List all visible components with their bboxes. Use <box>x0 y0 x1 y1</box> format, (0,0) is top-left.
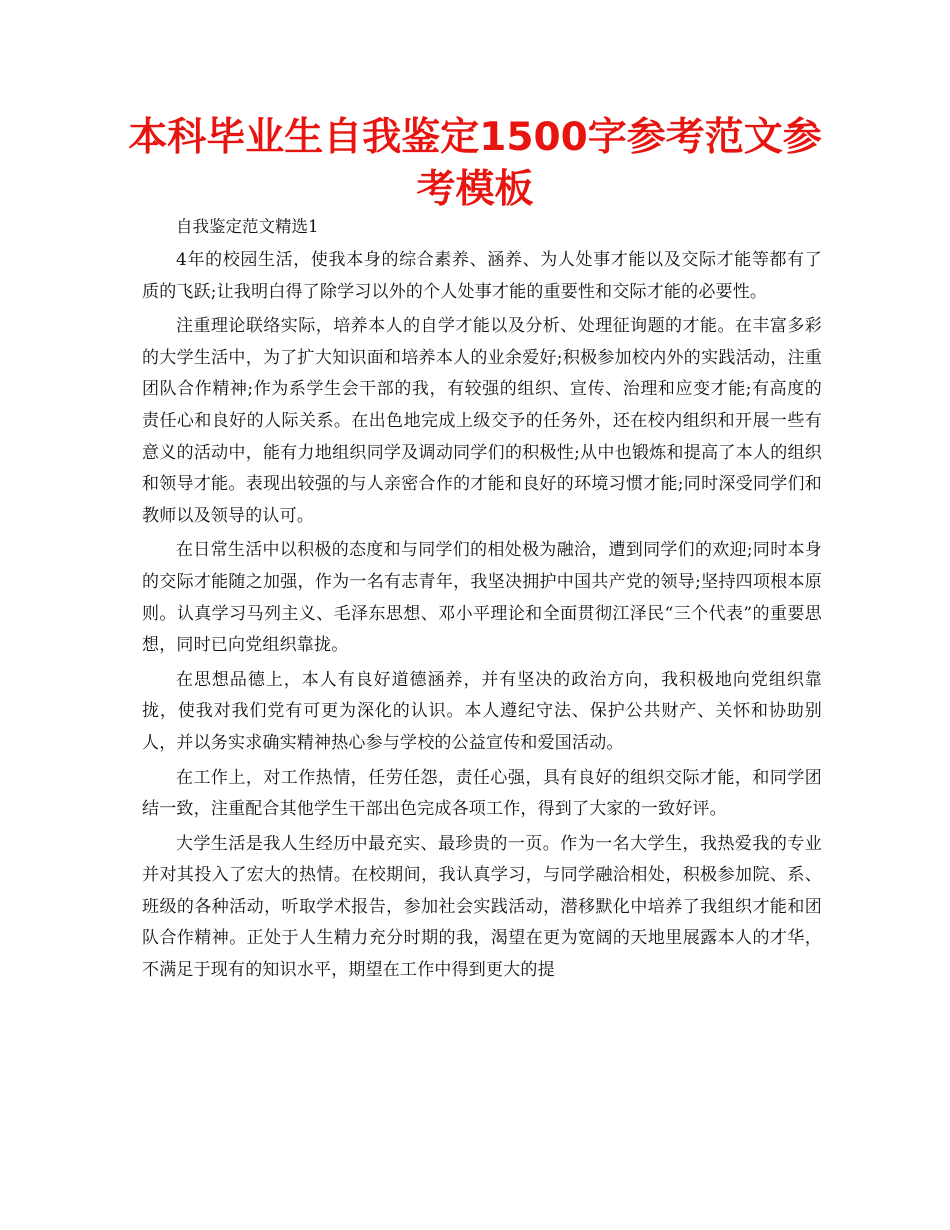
paragraph-3: 在日常生活中以积极的态度和与同学们的相处极为融洽，遭到同学们的欢迎;同时本身的交际才能随之加强，作为一名有志青年，我坚决拥护中国共产党的领导;坚持四项根本原则。认真学习马列主义、毛泽东思想、邓小平理论和全面贯彻江泽民“三个代表”的重要思想，同时已向党组织靠拢。 <box>142 540 822 656</box>
document-body <box>142 212 822 987</box>
paragraph-5: 在工作上，对工作热情，任劳任怨，责任心强，具有良好的组织交际才能，和同学团结一致，注重配合其他学生干部出色完成各项工作，得到了大家的一致好评。 <box>142 767 822 820</box>
page-title: 本科毕业生自我鉴定1500字参考范文参考模板 <box>128 115 822 212</box>
paragraph-4: 在思想品德上，本人有良好道德涵养，并有坚决的政治方向，我积极地向党组织靠拢，使我对我们党有可更为深化的认识。本人遵纪守法、保护公共财产、关怀和协助别人，并以务实求确实精神热心参与学校的公益宣传和爱国活动。 <box>142 669 822 753</box>
paragraph-1: 4年的校园生活，使我本身的综合素养、涵养、为人处事才能以及交际才能等都有了质的飞跃;让我明白得了除学习以外的个人处事才能的重要性和交际才能的必要性。 <box>142 250 822 302</box>
section-label: 自我鉴定范文精选1 <box>176 217 319 236</box>
paragraph-2: 注重理论联络实际，培养本人的自学才能以及分析、处理征询题的才能。在丰富多彩的大学生活中，为了扩大知识面和培养本人的业余爱好;积极参加校内外的实践活动，注重团队合作精神;作为系学生会干部的我，有较强的组织、宣传、治理和应变才能;有高度的责任心和良好的人际关系。在出色地完成上级交予的任务外，还在校内组织和开展一些有意义的活动中，能有力地组织同学及调动同学们的积极性;从中也锻炼和提高了本人的组织和领导才能。表现出较强的与人亲密合作的才能和良好的环境习惯才能;同时深受同学们和教师以及领导的认可。 <box>142 316 822 526</box>
paragraph-6: 大学生活是我人生经历中最充实、最珍贵的一页。作为一名大学生，我热爱我的专业并对其投入了宏大的热情。在校期间，我认真学习，与同学融洽相处，积极参加院、系、班级的各种活动，听取学术报告，参加社会实践活动，潜移默化中培养了我组织才能和团队合作精神。正处于人生精力充分时期的我，渴望在更为宽阔的天地里展露本人的才华，不满足于现有的知识水平，期望在工作中得到更大的提 <box>142 833 822 981</box>
